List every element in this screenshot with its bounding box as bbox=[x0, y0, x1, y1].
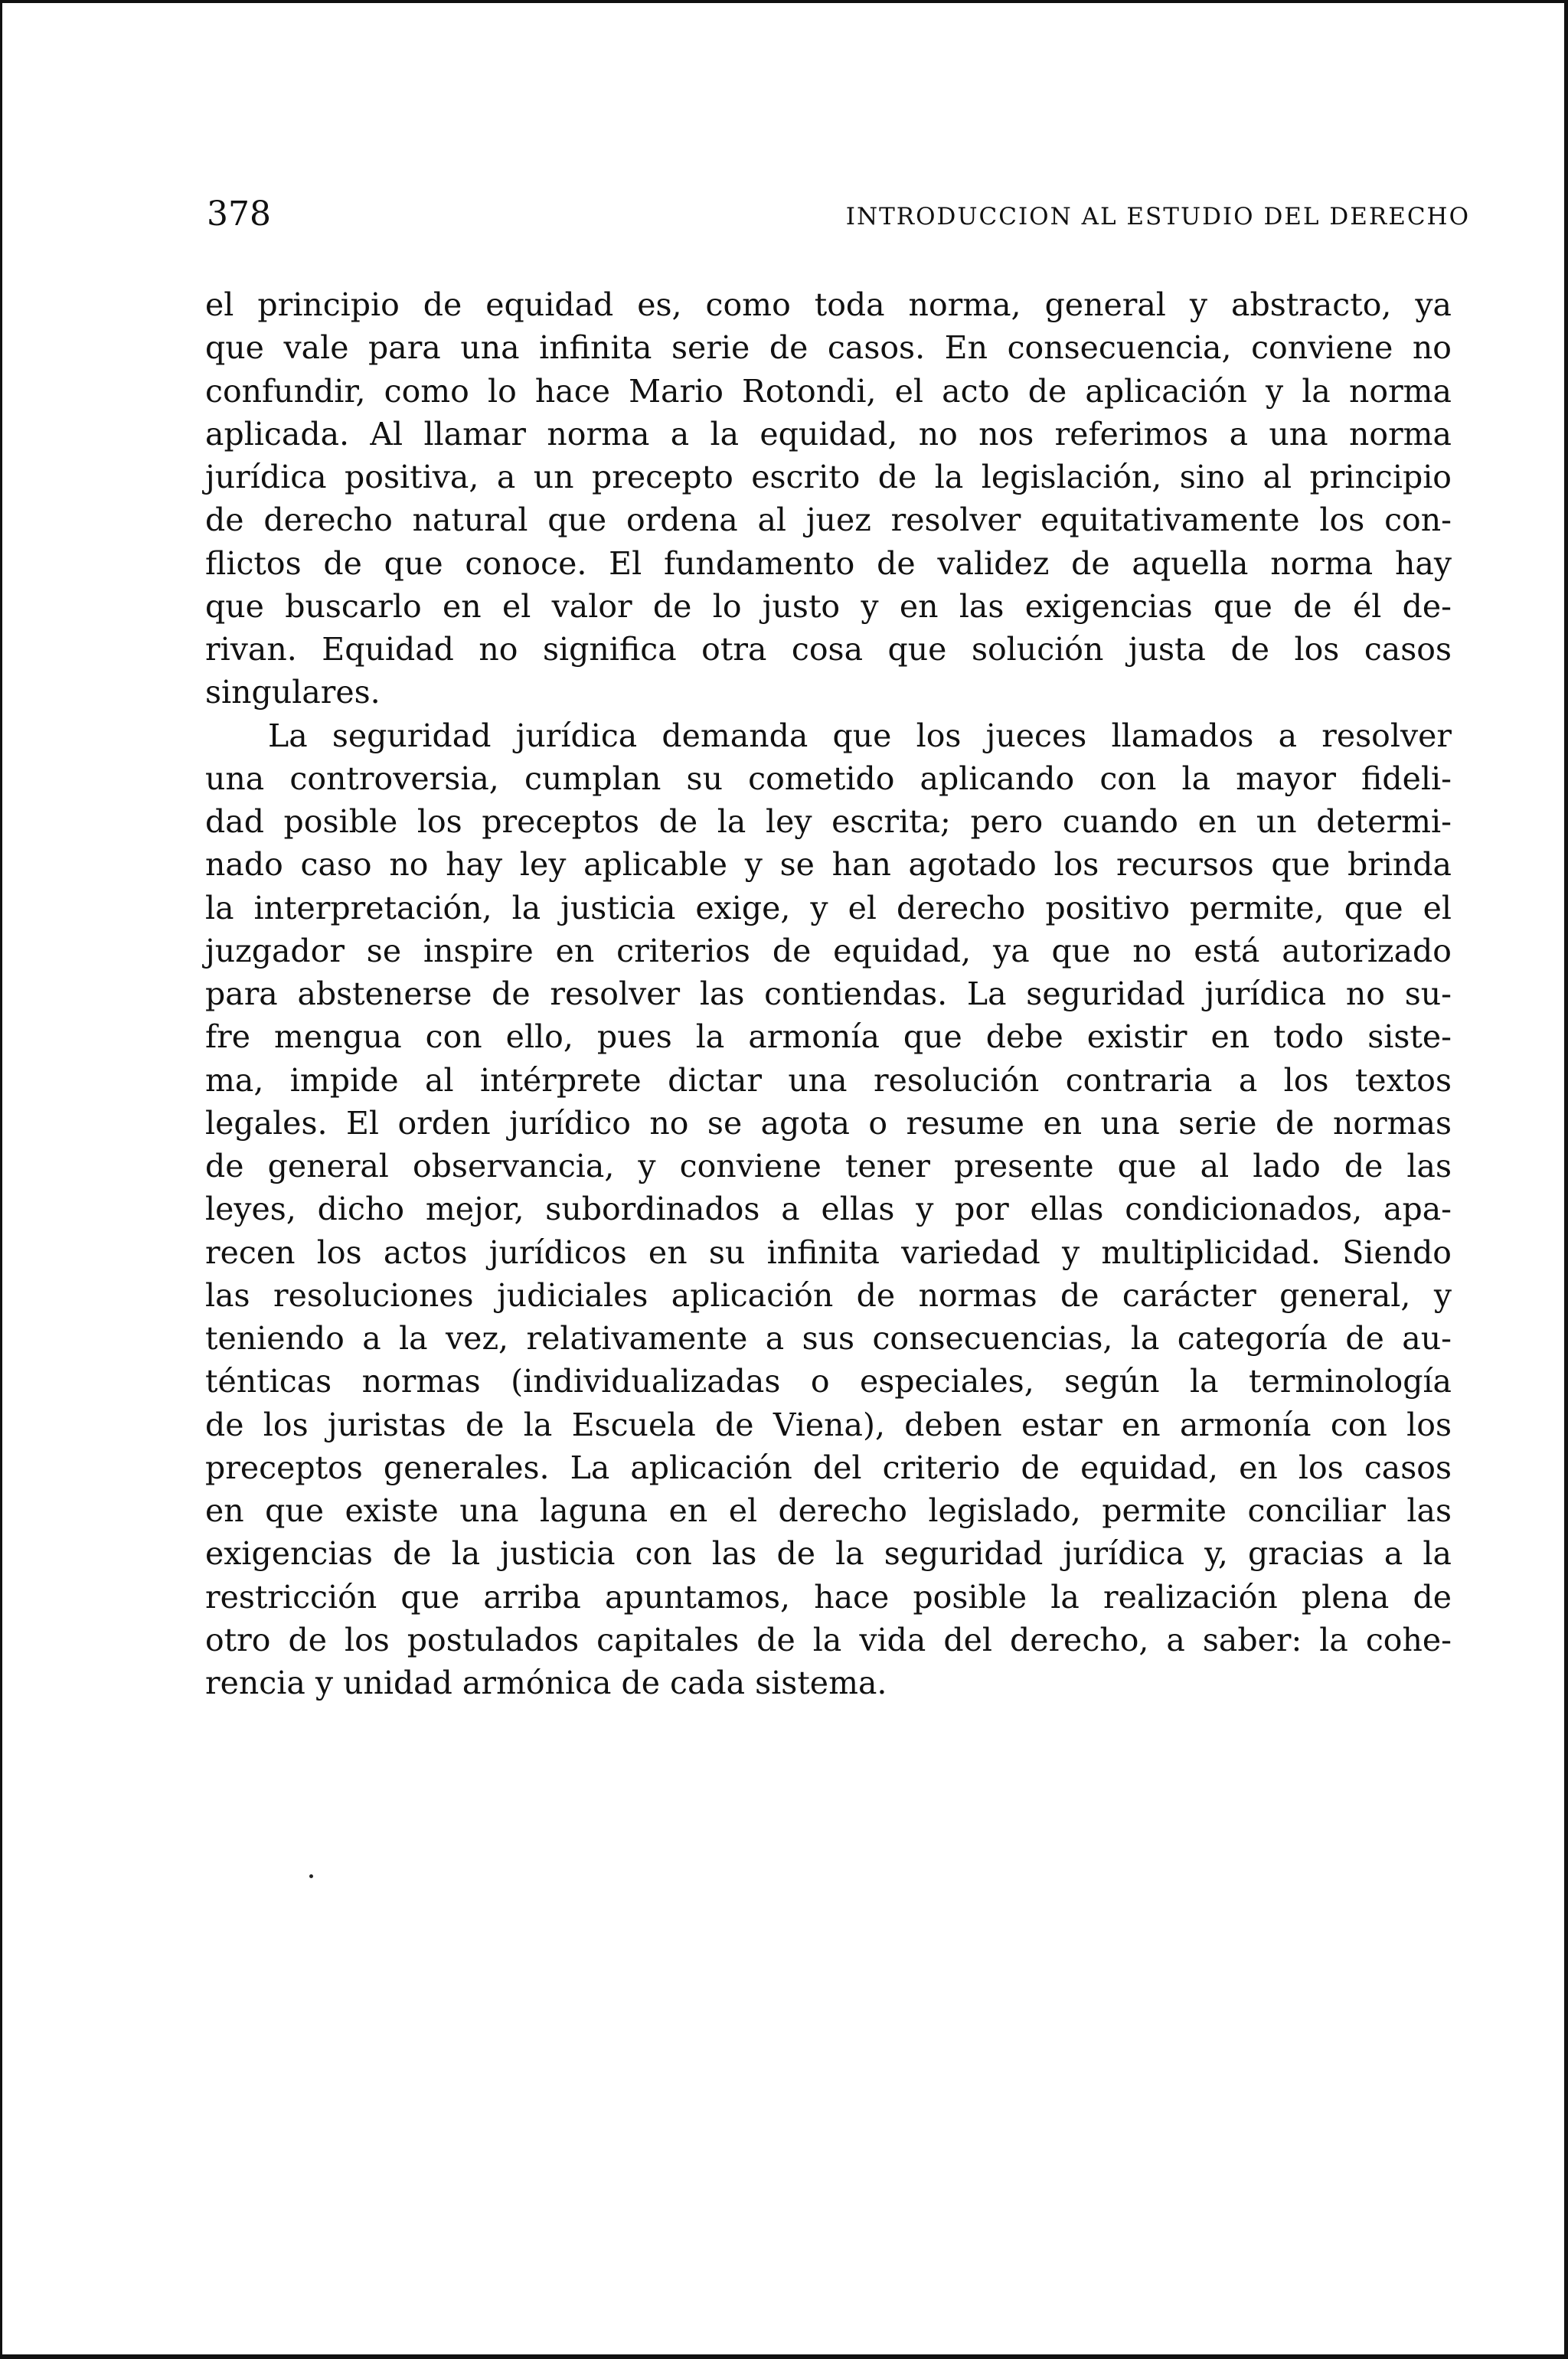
text-line: de general observancia, y conviene tener presente que al lado de las bbox=[205, 1148, 1452, 1184]
text-line: ténticas normas (individualizadas o especiales, según la terminología bbox=[205, 1363, 1452, 1400]
paragraph bbox=[205, 714, 1452, 1705]
text-line: jurídica positiva, a un precepto escrito de la legislación, sino al principio bbox=[205, 459, 1452, 495]
text-line: singulares. bbox=[205, 674, 381, 711]
text-line: exigencias de la justicia con las de la seguridad jurídica y, gracias a la bbox=[205, 1535, 1452, 1573]
page-number: 378 bbox=[207, 194, 271, 234]
text-line: flictos de que conoce. El fundamento de validez de aquella norma hay bbox=[205, 544, 1452, 582]
text-line: rivan. Equidad no significa otra cosa que solución justa de los casos bbox=[205, 631, 1452, 668]
scan-speck bbox=[309, 1874, 313, 1878]
text-line: teniendo a la vez, relativamente a sus consecuencias, la categoría de au- bbox=[205, 1320, 1452, 1357]
text-line: la interpretación, la justicia exige, y el derecho positivo permite, que el bbox=[205, 889, 1452, 926]
text-line: fre mengua con ello, pues la armonía que debe existir en todo siste- bbox=[205, 1018, 1452, 1056]
text-line: el principio de equidad es, como toda norma, general y abstracto, ya bbox=[205, 286, 1452, 323]
text-line: para abstenerse de resolver las contiendas. La seguridad jurídica no su- bbox=[205, 975, 1452, 1012]
text-line: en que existe una laguna en el derecho legislado, permite conciliar las bbox=[205, 1492, 1452, 1529]
text-line: leyes, dicho mejor, subordinados a ellas y por ellas condicionados, apa- bbox=[205, 1191, 1452, 1228]
running-title: INTRODUCCION AL ESTUDIO DEL DERECHO bbox=[845, 203, 1470, 230]
paragraph bbox=[205, 283, 1452, 714]
text-line: de derecho natural que ordena al juez resolver equitativamente los con- bbox=[205, 502, 1452, 539]
body-text bbox=[205, 283, 1452, 1704]
text-line: restricción que arriba apuntamos, hace posible la realización plena de bbox=[205, 1578, 1452, 1616]
running-head bbox=[207, 190, 1470, 243]
text-line: La seguridad jurídica demanda que los jueces llamados a resolver bbox=[268, 717, 1452, 754]
text-line: dad posible los preceptos de la ley escrita; pero cuando en un determi- bbox=[205, 803, 1452, 840]
text-line: aplicada. Al llamar norma a la equidad, no nos referimos a una norma bbox=[205, 415, 1452, 453]
text-line: rencia y unidad armónica de cada sistema. bbox=[205, 1665, 887, 1701]
text-line: nado caso no hay ley aplicable y se han agotado los recursos que brinda bbox=[205, 846, 1452, 884]
text-line: legales. El orden jurídico no se agota o resume en una serie de normas bbox=[205, 1104, 1452, 1142]
text-line: juzgador se inspire en criterios de equidad, ya que no está autorizado bbox=[205, 932, 1452, 969]
text-line: otro de los postulados capitales de la vida del derecho, a saber: la cohe- bbox=[205, 1621, 1452, 1658]
text-line: una controversia, cumplan su cometido aplicando con la mayor fideli- bbox=[205, 760, 1452, 797]
text-line: que vale para una infinita serie de casos. En consecuencia, conviene no bbox=[205, 329, 1452, 367]
text-line: las resoluciones judiciales aplicación de normas de carácter general, y bbox=[205, 1276, 1452, 1314]
text-line: de los juristas de la Escuela de Viena), deben estar en armonía con los bbox=[205, 1406, 1452, 1443]
text-line: preceptos generales. La aplicación del criterio de equidad, en los casos bbox=[205, 1449, 1452, 1486]
text-line: recen los actos jurídicos en su infinita variedad y multiplicidad. Siendo bbox=[205, 1233, 1452, 1271]
text-line: ma, impide al intérprete dictar una resolución contraria a los textos bbox=[205, 1061, 1452, 1099]
text-line: que buscarlo en el valor de lo justo y en las exigencias que de él de- bbox=[205, 587, 1452, 625]
text-line: confundir, como lo hace Mario Rotondi, el acto de aplicación y la norma bbox=[205, 372, 1452, 410]
